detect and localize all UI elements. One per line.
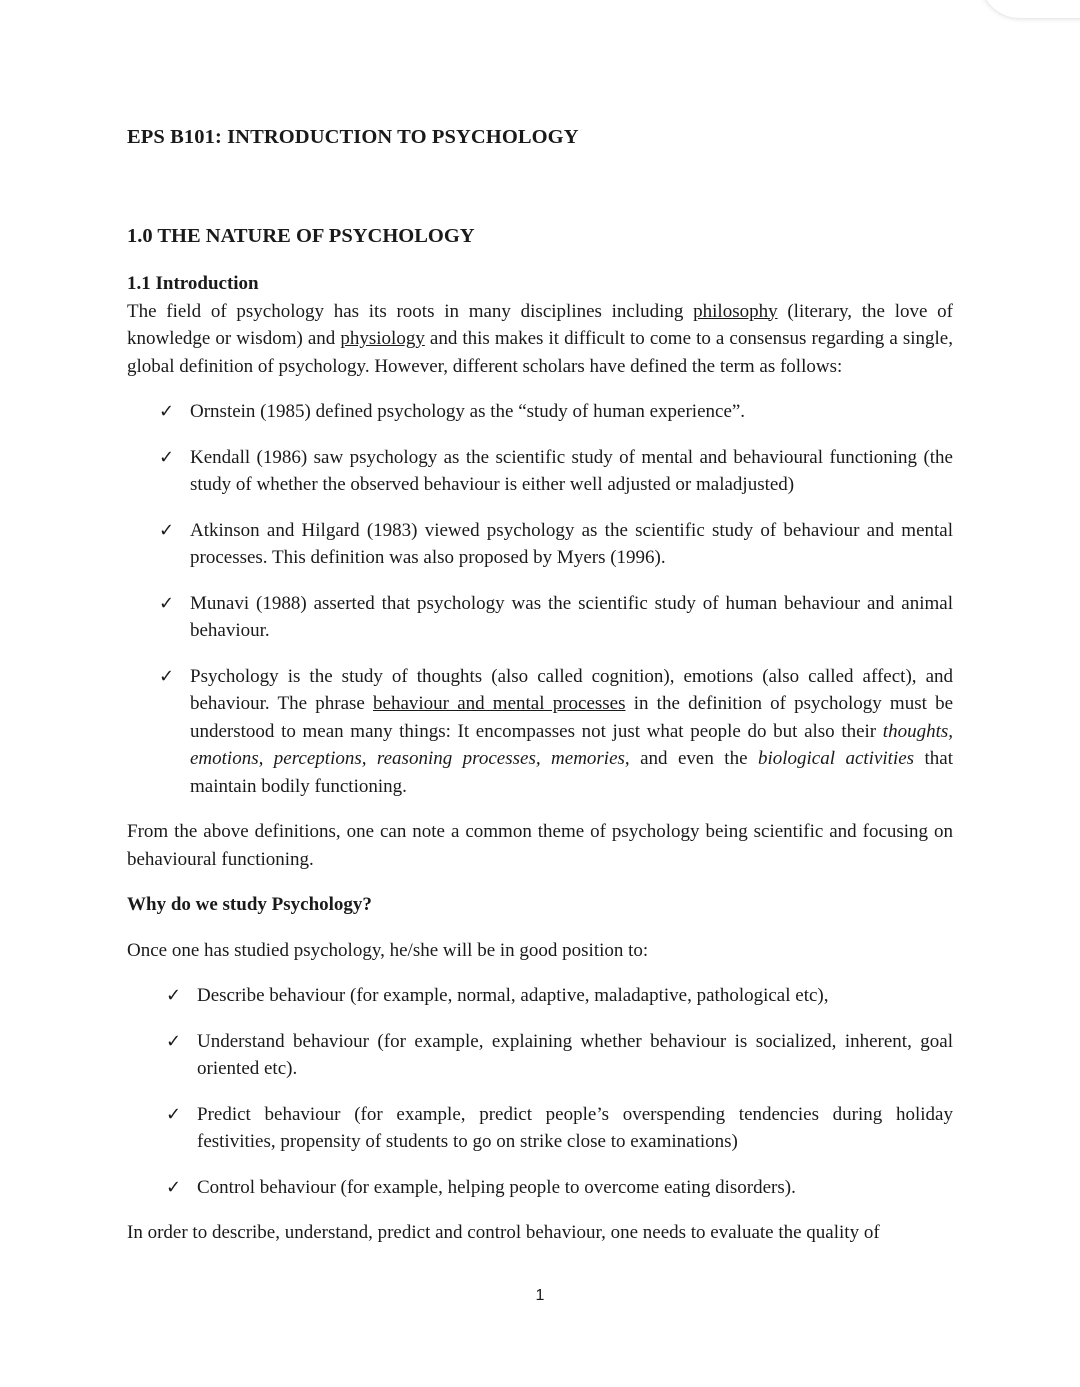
- checkmark-icon: ✓: [166, 1176, 182, 1198]
- checkmark-icon: ✓: [159, 401, 175, 422]
- physiology-term: physiology: [340, 328, 425, 349]
- checkmark-icon: ✓: [159, 446, 175, 468]
- reason-text: Predict behaviour (for example, predict people’s overspending tendencies during holiday festivities, propensity of students to go on strike close to examinations): [197, 1103, 953, 1152]
- definition-text: , and even the: [624, 748, 758, 769]
- definition-text: in the definition of psychology must be understood to mean many things: It encompasses not just what people do but also their: [190, 693, 954, 742]
- definition-text: that maintain bodily functioning.: [190, 748, 953, 797]
- checkmark-icon: ✓: [159, 592, 175, 614]
- closing-line: In order to describe, understand, predict and control behaviour, one needs to evaluate the quality of: [127, 1222, 880, 1243]
- definition-text: Psychology is the study of thoughts (also called cognition), emotions (also called affect), and behaviour. The phrase: [190, 665, 953, 714]
- reasons-list: [127, 982, 953, 1201]
- page-number: 1: [535, 1287, 545, 1304]
- checkmark-icon: ✓: [166, 1030, 182, 1052]
- reason-text: Understand behaviour (for example, explaining whether behaviour is socialized, inherent, goal oriented etc).: [197, 1030, 953, 1079]
- definition-text: Kendall (1986) saw psychology as the scientific study of mental and behavioural functioning (the study of whether the observed behaviour is either well adjusted or maladjusted): [190, 446, 953, 495]
- list-item: [127, 982, 953, 1010]
- list-item: [127, 1028, 953, 1083]
- intro-text-2: (literary, the love of knowledge or wisdom) and: [127, 300, 953, 349]
- intro-text-1: The field of psychology has its roots in many disciplines including: [127, 300, 694, 322]
- intro-paragraph: [127, 298, 953, 381]
- checkmark-icon: ✓: [159, 665, 175, 687]
- italic-phrase: thoughts, emotions, perceptions, reasoning processes, memories: [190, 720, 953, 769]
- checkmark-icon: ✓: [166, 985, 182, 1006]
- checkmark-icon: ✓: [159, 519, 175, 541]
- document-body: [127, 270, 953, 1247]
- section-title: 1.0 THE NATURE OF PSYCHOLOGY: [127, 225, 475, 247]
- definition-text: Munavi (1988) asserted that psychology was the scientific study of human behaviour and animal behaviour.: [190, 592, 953, 641]
- list-item: [127, 663, 953, 801]
- list-item: [127, 398, 953, 426]
- definition-text: Atkinson and Hilgard (1983) viewed psychology as the scientific study of behaviour and mental processes. This definition was also proposed by Myers (1996).: [190, 519, 953, 568]
- reason-text: Control behaviour (for example, helping people to overcome eating disorders).: [197, 1176, 796, 1198]
- underlined-phrase: behaviour and mental processes: [373, 693, 626, 714]
- course-title: EPS B101: INTRODUCTION TO PSYCHOLOGY: [127, 126, 579, 148]
- italic-phrase: biological activities: [757, 748, 915, 769]
- checkmark-icon: ✓: [166, 1103, 182, 1125]
- list-item: [127, 1174, 953, 1202]
- definitions-list: [127, 398, 953, 800]
- list-item: [127, 590, 953, 645]
- why-intro: Once one has studied psychology, he/she will be in good position to:: [127, 939, 649, 961]
- list-item: [127, 517, 953, 572]
- intro-text-3: and this makes it difficult to come to a consensus regarding a single, global definition of psychology. However, different scholars have defined the term as follows:: [127, 328, 953, 377]
- philosophy-term: philosophy: [693, 300, 778, 322]
- why-heading: Why do we study Psychology?: [127, 894, 372, 915]
- list-item: [127, 1101, 953, 1156]
- subsection-title: 1.1 Introduction: [127, 273, 259, 294]
- list-item: [127, 444, 953, 499]
- summary-paragraph: From the above definitions, one can note a common theme of psychology being scientific and focusing on behavioural functioning.: [127, 821, 953, 870]
- reason-text: Describe behaviour (for example, normal, adaptive, maladaptive, pathological etc),: [197, 985, 829, 1006]
- page-corner-decoration: [980, 0, 1080, 18]
- definition-text: Ornstein (1985) defined psychology as the “study of human experience”.: [190, 401, 746, 422]
